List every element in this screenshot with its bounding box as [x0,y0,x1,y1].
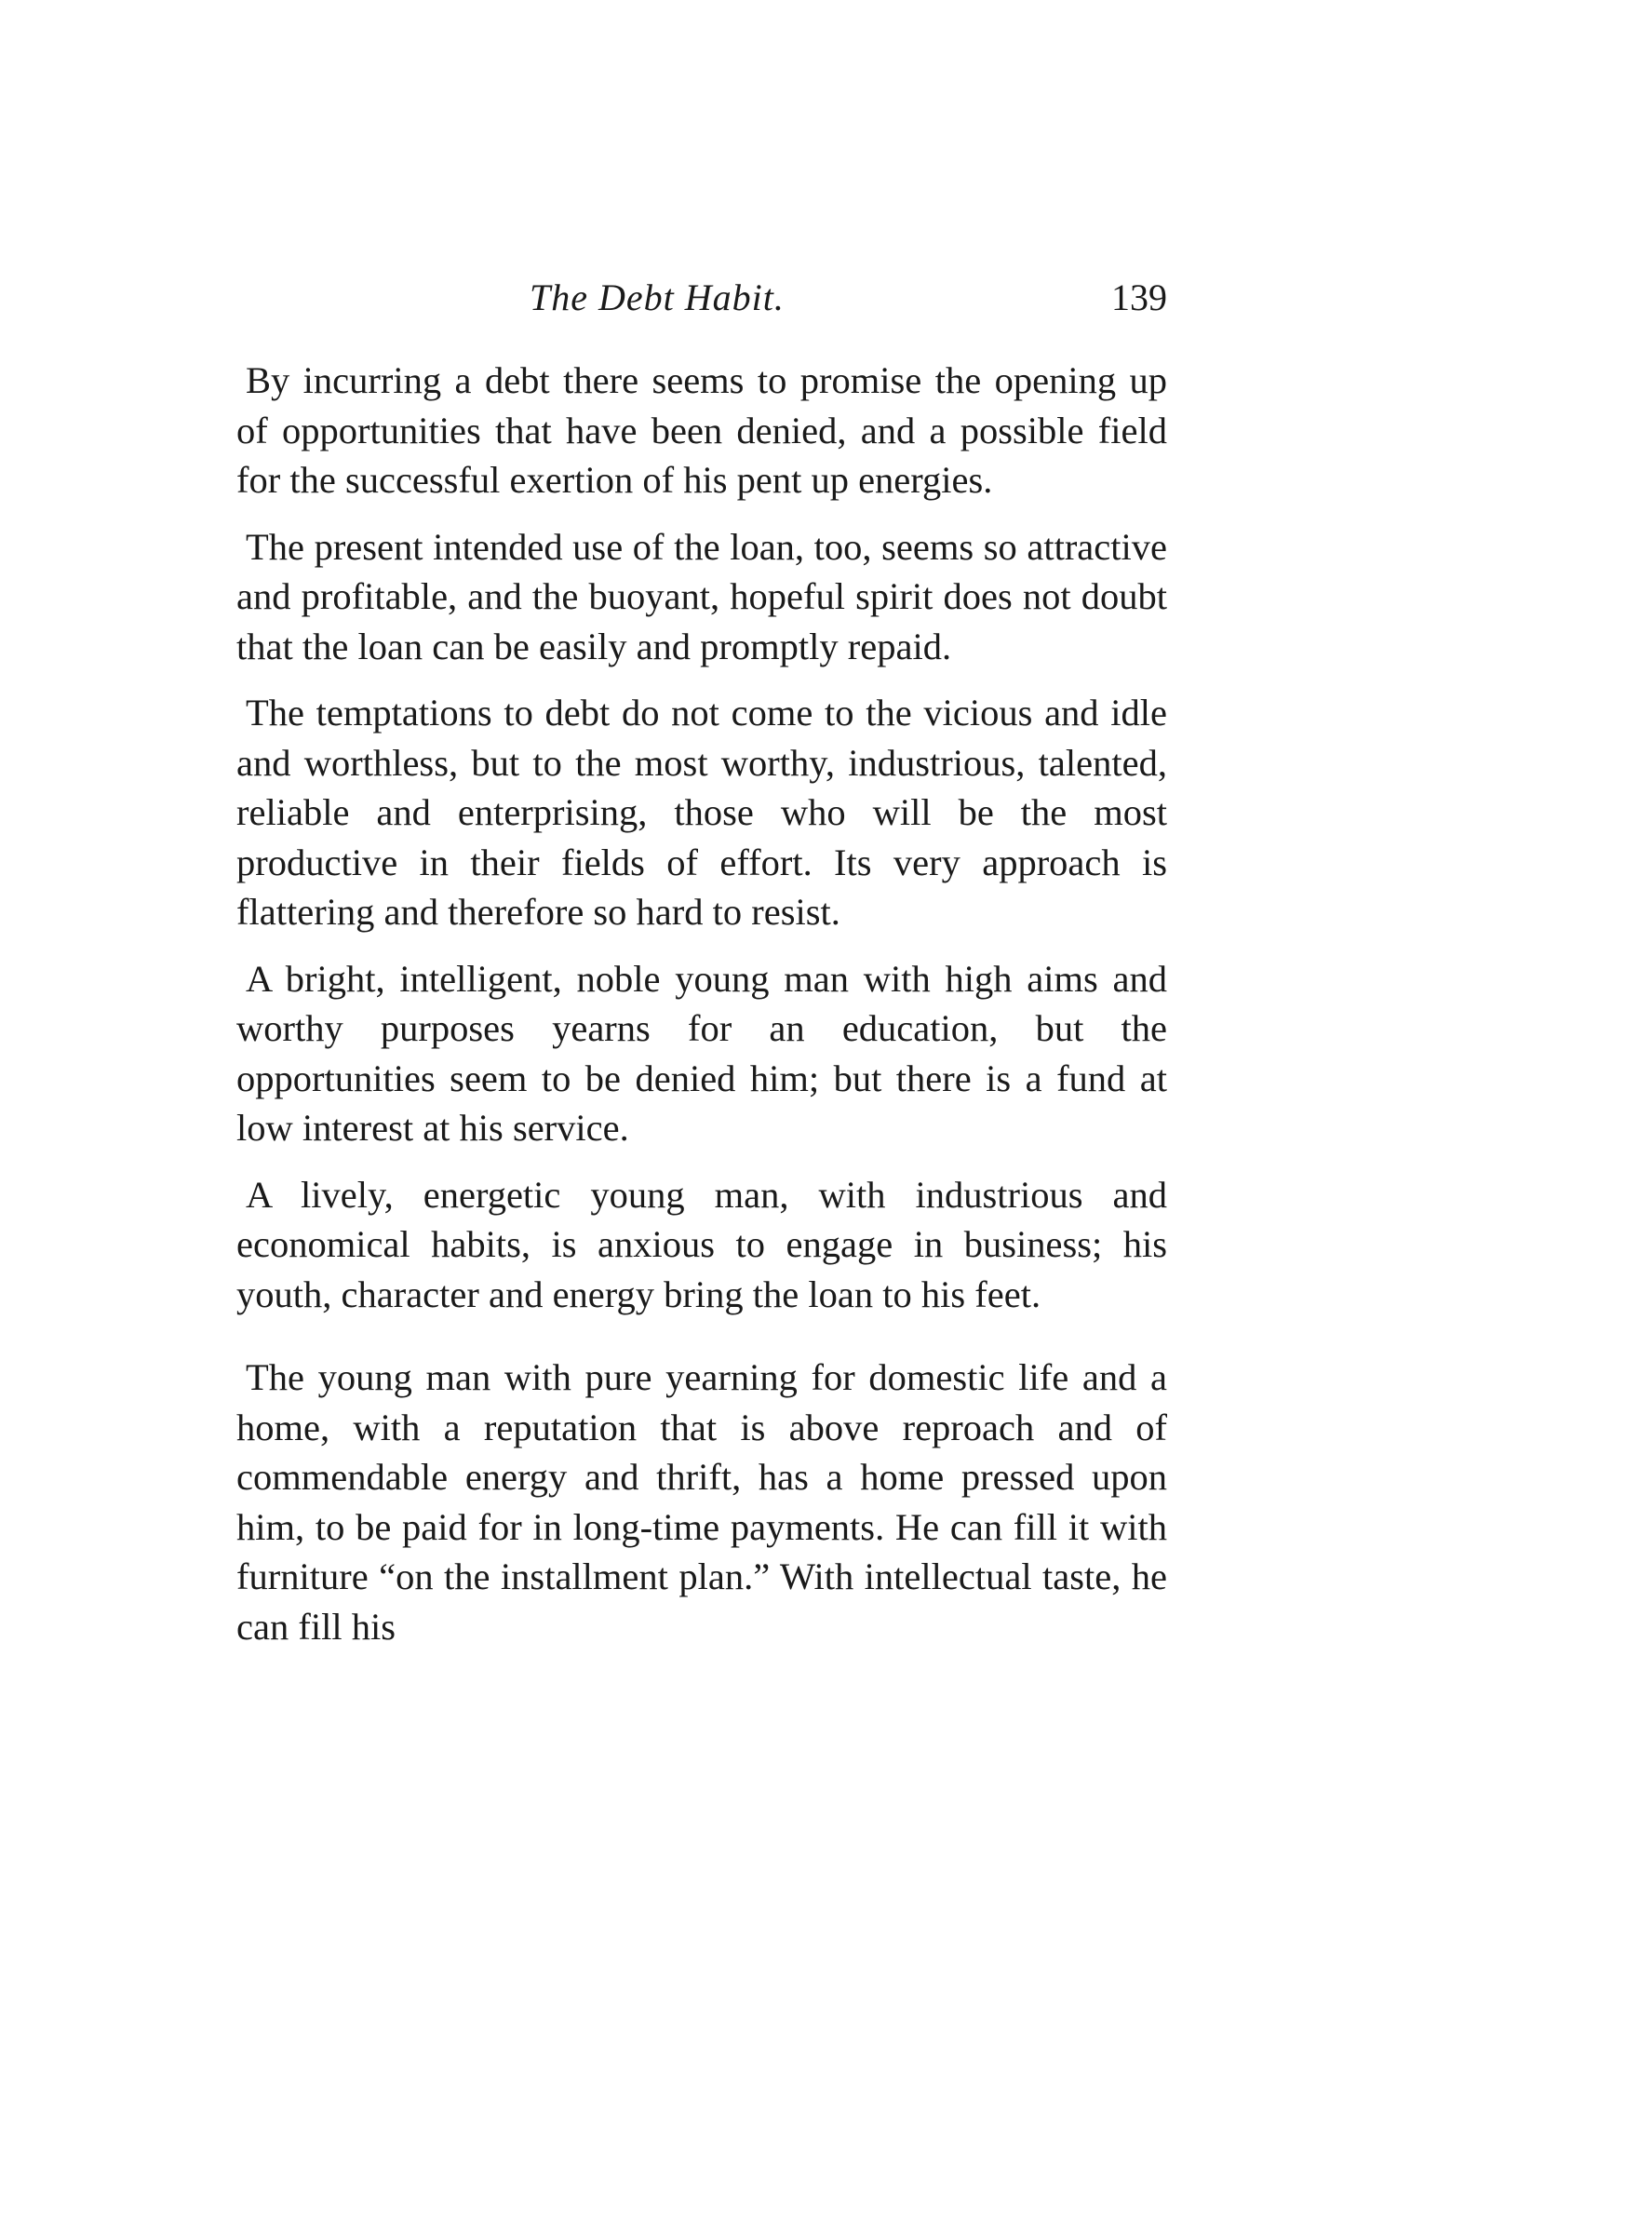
paragraph: The young man with pure yearning for domestic life and a home, with a reputation that is above reproach and of commendable energy and thrift, has a home pressed upon him, to be paid for in long-time payments. He can fill it with furniture “on the installment plan.” With intellectual taste, he can fill his [236,1356,1167,1648]
paragraph: A bright, intelligent, noble young man with high aims and worthy purposes yearns for an education, but the opportunities seem to be denied him; but there is a fund at low interest at his service. [236,957,1167,1149]
paragraph: The temptations to debt do not come to the vicious and idle and worthless, but to the most worthy, industrious, talented, reliable and enterprising, those who will be the most productive in their fields of effort. Its very approach is flattering and therefore so hard to resist. [236,692,1167,933]
running-title: The Debt Habit. [530,276,785,318]
body-text [236,356,1167,1668]
page-number: 139 [1111,276,1167,318]
paragraph: A lively, energetic young man, with industrious and economical habits, is anxious to engage in business; his youth, character and energy bring the loan to his feet. [236,1173,1167,1315]
paragraph: By incurring a debt there seems to promise the opening up of opportunities that have been denied, and a possible field for the successful exertion of his pent up energies. [236,359,1167,501]
running-head [236,276,1167,331]
paragraph: The present intended use of the loan, too, seems so attractive and profitable, and the buoyant, hopeful spirit does not doubt that the loan can be easily and promptly repaid. [236,525,1167,667]
